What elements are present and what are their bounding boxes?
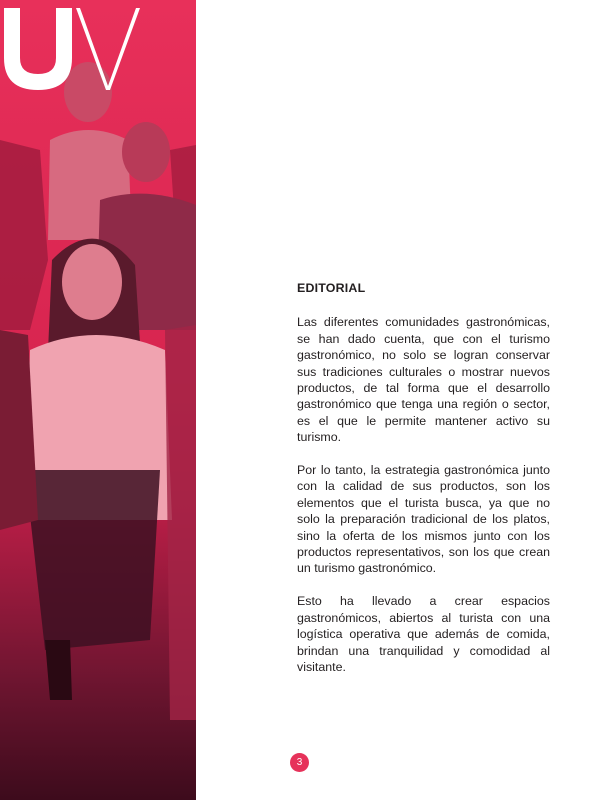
editorial-article — [297, 280, 550, 692]
uv-logo — [0, 0, 150, 90]
article-heading: EDITORIAL — [297, 281, 366, 295]
article-paragraph: Las diferentes comunidades gastronómicas, se han dado cuenta, que con el turismo gastronómico, no solo se logran conservar sus tradiciones culturales o mostrar nuevos productos, de tal forma que el desarrollo gastronómico que tenga una región o sector, es el que le permite mantener activo su turismo. — [297, 315, 550, 445]
article-paragraph: Esto ha llevado a crear espacios gastronómicos, abiertos al turista con una logística operativa que además de comida, brindan una tranquilidad y comodidad al visitante. — [297, 594, 550, 674]
group-photo — [0, 0, 196, 800]
cover-photo-strip — [0, 0, 196, 800]
article-paragraph: Por lo tanto, la estrategia gastronómica junto con la calidad de sus productos, son los elementos que el turista busca, ya que no solo la preparación tradicional de los platos, sino la oferta de los mismos junto con los productos representativos, son los que crean un turismo gastronómico. — [297, 463, 550, 576]
page-number-badge: 3 — [290, 753, 309, 772]
